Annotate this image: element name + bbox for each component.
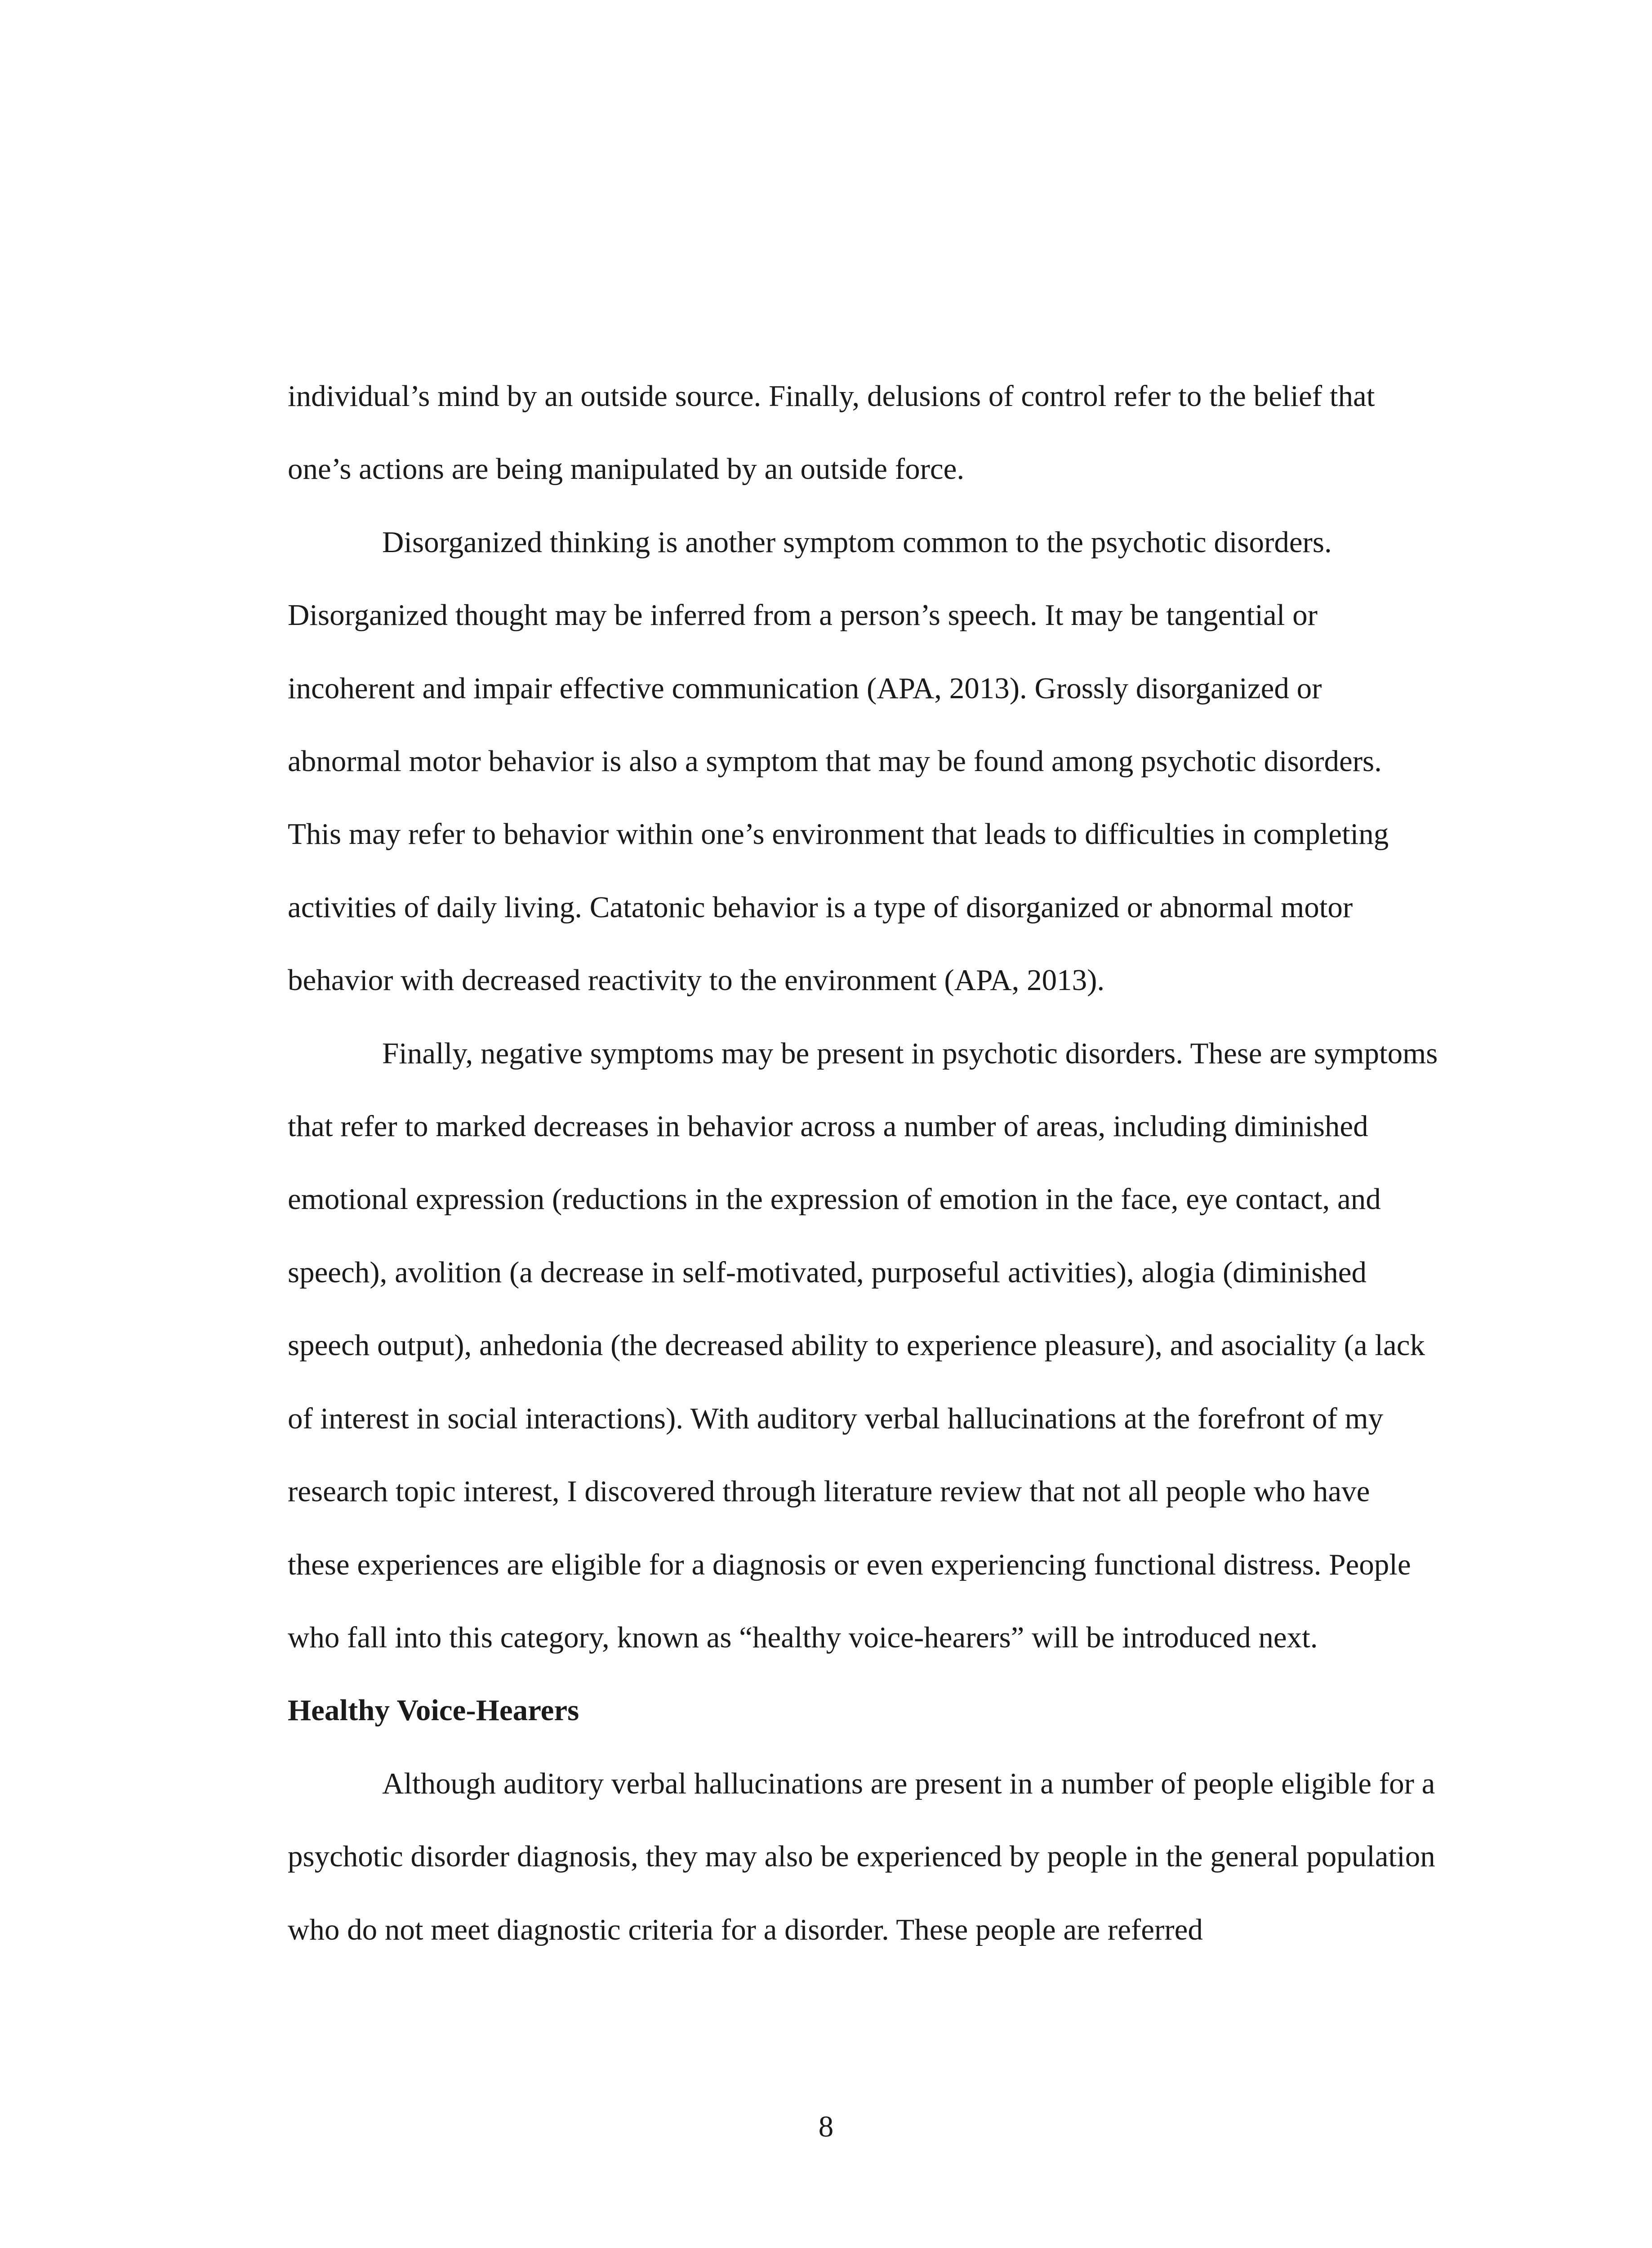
body-text <box>288 360 1438 1966</box>
page-number: 8 <box>818 2110 834 2143</box>
paragraph-healthy-voice-hearers: Although auditory verbal hallucinations are present in a number of people eligible for a psychotic disorder diagnosis, they may also be experienced by people in the general population who do not meet diagnostic criteria for a disorder. These people are referred <box>288 1766 1435 1946</box>
paragraph-negative-symptoms: Finally, negative symptoms may be present in psychotic disorders. These are symptoms that refer to marked decreases in behavior across a number of areas, including diminished emotional expression (reductions in the expression of emotion in the face, eye contact, and speech), avolition (a decrease in self-motivated, purposeful activities), alogia (diminished speech output), anhedonia (the decreased ability to experience pleasure), and asociality (a lack of interest in social interactions). With auditory verbal hallucinations at the forefront of my research topic interest, I discovered through literature review that not all people who have these experiences are eligible for a diagnosis or even experiencing functional distress. People who fall into this category, known as “healthy voice-hearers” will be introduced next. <box>288 1036 1438 1654</box>
section-heading: Healthy Voice-Hearers <box>288 1694 579 1727</box>
paragraph-disorganized-thinking: Disorganized thinking is another symptom common to the psychotic disorders. Disorganized thought may be inferred from a person’s speech. It may be tangential or incoherent and impair effective communication (APA, 2013). Grossly disorganized or abnormal motor behavior is also a symptom that may be found among psychotic disorders. This may refer to behavior within one’s environment that leads to difficulties in completing activities of daily living. Catatonic behavior is a type of disorganized or abnormal motor behavior with decreased reactivity to the environment (APA, 2013). <box>288 525 1389 997</box>
paragraph-continuation: individual’s mind by an outside source. Finally, delusions of control refer to the belief that one’s actions are being manipulated by an outside force. <box>288 379 1375 486</box>
